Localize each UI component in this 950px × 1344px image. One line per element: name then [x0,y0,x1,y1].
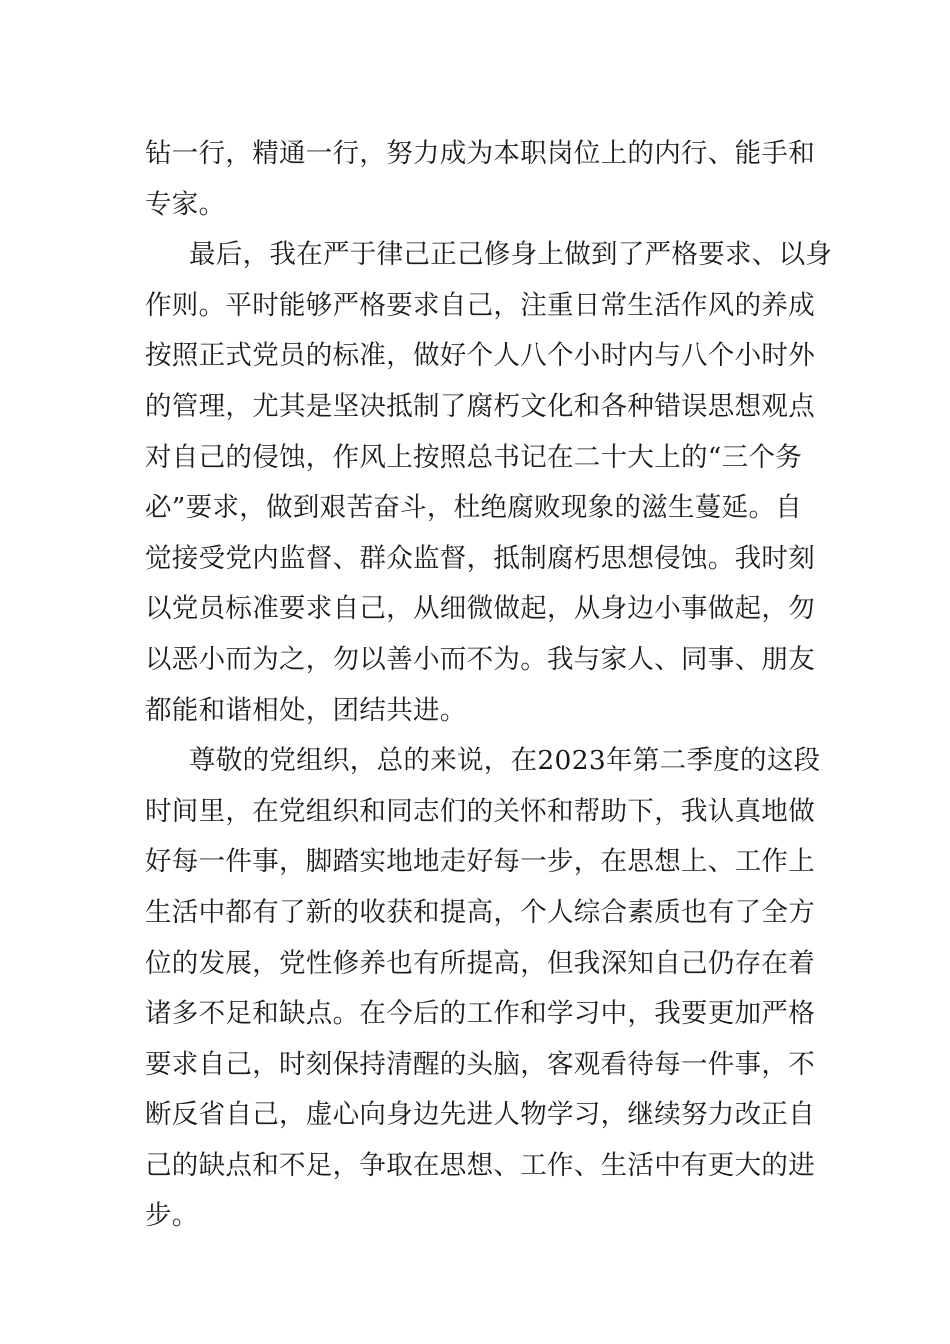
text-line: 觉接受党内监督、群众监督，抵制腐朽思想侵蚀。我时刻 [145,542,815,574]
text-line: 步。 [145,1200,199,1232]
text-line: 必”要求，做到艰苦奋斗，杜绝腐败现象的滋生蔓延。自 [145,492,803,524]
text-line: 时间里，在党组织和同志们的关怀和帮助下，我认真地做 [145,795,815,827]
paragraph-first-line: 尊敬的党组织，总的来说，在2023年第二季度的这段 [189,745,821,777]
document-body [145,129,833,1242]
paragraph-first-line: 最后，我在严于律己正己修身上做到了严格要求、以身 [189,239,833,271]
text-line: 按照正式党员的标准，做好个人八个小时内与八个小时外 [145,340,815,372]
text-line: 好每一件事，脚踏实地地走好每一步，在思想上、工作上 [145,846,815,878]
text-line: 生活中都有了新的收获和提高，个人综合素质也有了全方 [145,896,815,928]
text-line: 要求自己，时刻保持清醒的头脑，客观看待每一件事，不 [145,1048,815,1080]
text-line: 以恶小而为之，勿以善小而不为。我与家人、同事、朋友 [145,643,815,675]
text-line: 己的缺点和不足，争取在思想、工作、生活中有更大的进 [145,1149,815,1181]
text-line: 断反省自己，虚心向身边先进人物学习，继续努力改正自 [145,1099,815,1131]
text-line: 作则。平时能够严格要求自己，注重日常生活作风的养成 [145,289,815,321]
text-line: 以党员标准要求自己，从细微做起，从身边小事做起，勿 [145,593,815,625]
text-line: 诸多不足和缺点。在今后的工作和学习中，我要更加严格 [145,998,815,1030]
text-line: 对自己的侵蚀，作风上按照总书记在二十大上的“三个务 [145,441,803,473]
text-line: 位的发展，党性修养也有所提高，但我深知自己仍存在着 [145,947,815,979]
text-line: 钻一行，精通一行，努力成为本职岗位上的内行、能手和 [145,138,815,169]
text-line: 专家。 [145,188,226,220]
text-line: 都能和谐相处，团结共进。 [145,694,467,726]
text-line: 的管理，尤其是坚决抵制了腐朽文化和各种错误思想观点 [145,390,815,422]
